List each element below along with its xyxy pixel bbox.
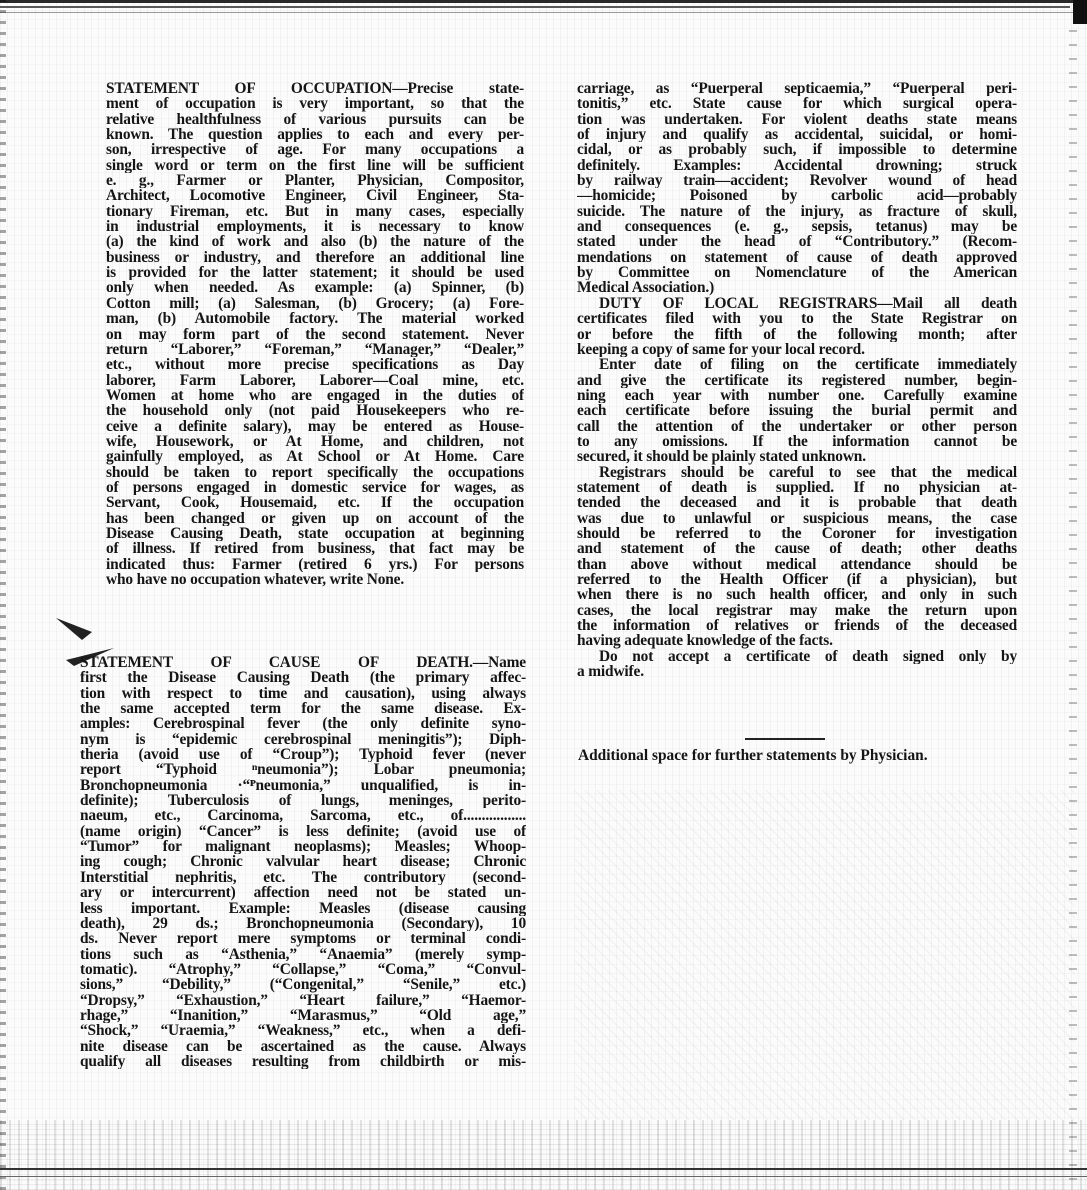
text-line: ary or intercurrent) affection need not be stated un- bbox=[80, 885, 526, 901]
text-line: keeping a copy of same for your local record. bbox=[577, 341, 865, 358]
text-line: mendations on statement of cause of death approved bbox=[577, 249, 1017, 266]
text-line: carriage, as “Puerperal septicaemia,” “Puerperal peri- bbox=[577, 81, 1017, 97]
text-line: man, (b) Automobile factory. The material worked bbox=[106, 311, 524, 327]
text-line: the same accepted term for the same disease. Ex- bbox=[80, 701, 526, 717]
text-line: by Committee on Nomenclature of the American bbox=[577, 265, 1017, 281]
text-line: has been changed or given up on account of the bbox=[106, 510, 524, 526]
text-line: son, irrespective of age. For many occupations a bbox=[106, 142, 524, 158]
text-line: than above without medical attendance should be bbox=[577, 556, 1017, 572]
text-line: by railway train—accident; Revolver wound of head bbox=[577, 173, 1017, 189]
text-line: report “Typhoid ⁿneumonia”); Lobar pneumonia; bbox=[80, 762, 526, 778]
text-line: first the Disease Causing Death (the primary affec- bbox=[80, 670, 526, 686]
text-line: a midwife. bbox=[577, 664, 644, 680]
text-line: only when needed. As example: (a) Spinner, (b) bbox=[106, 280, 524, 296]
text-line: wife, Housework, or At Home, and children, not bbox=[106, 433, 524, 450]
text-line: ning each year with number one. Carefully examine bbox=[577, 387, 1017, 404]
text-line: definite); Tuberculosis of lungs, meninges, perito- bbox=[80, 793, 526, 809]
occupation-instructions bbox=[106, 81, 524, 587]
text-line: naeum, etc., Carcinoma, Sarcoma, etc., of................. bbox=[80, 808, 526, 824]
text-line: and give the certificate its registered number, begin- bbox=[577, 372, 1017, 388]
text-line: sions,” “Debility,” (“Congenital,” “Senile,” etc.) bbox=[80, 977, 526, 993]
text-line: nym is “epidemic cerebrospinal meningitis”); Diph- bbox=[80, 731, 526, 748]
text-line: Disease Causing Death, state occupation at beginning bbox=[106, 525, 524, 542]
text-line: Servant, Cook, Housemaid, etc. If the occupation bbox=[106, 495, 524, 511]
text-line: less important. Example: Measles (disease causing bbox=[80, 900, 526, 916]
text-line: definitely. Examples: Accidental drowning; struck bbox=[577, 157, 1017, 174]
text-line: is provided for the latter statement; it should be used bbox=[106, 265, 524, 281]
text-line: statement of death is supplied. If no physician at- bbox=[577, 479, 1017, 496]
text-line: Medical Association.) bbox=[577, 280, 715, 296]
text-line: “Shock,” “Uraemia,” “Weakness,” etc., when a defi- bbox=[80, 1023, 526, 1039]
left-edge-noise bbox=[0, 0, 6, 1190]
section-divider bbox=[745, 738, 825, 740]
text-line: cidal, or as probably such, if impossible to determine bbox=[577, 142, 1017, 158]
text-line: stated under the head of “Contributory.” (Recom- bbox=[577, 234, 1017, 250]
text-line: tonitis,” etc. State cause for which surgical opera- bbox=[577, 96, 1017, 112]
text-line: should be taken to report specifically the occupations bbox=[106, 464, 524, 480]
text-line: (name origin) “Cancer” is less definite; (avoid use of bbox=[80, 823, 526, 840]
text-line: nite disease can be ascertained as the cause. Always bbox=[80, 1038, 526, 1054]
text-line: the information of relatives or friends of the deceased bbox=[577, 618, 1017, 634]
text-line: suicide. The nature of the injury, as fracture of skull, bbox=[577, 203, 1017, 220]
text-line: ing cough; Chronic valvular heart disease; Chronic bbox=[80, 854, 526, 870]
text-line: business or industry, and therefore an additional line bbox=[106, 249, 524, 266]
text-line: who have no occupation whatever, write None. bbox=[106, 572, 405, 588]
text-line: Cotton mill; (a) Salesman, (b) Grocery; (a) Fore- bbox=[106, 295, 524, 312]
text-line: ceive a definite salary), may be entered as House- bbox=[106, 418, 524, 434]
text-line: was due to unlawful or suspicious means, the case bbox=[577, 510, 1017, 526]
text-line: STATEMENT OF OCCUPATION—Precise state- bbox=[106, 81, 524, 97]
text-line: tions such as “Asthenia,” “Anaemia” (merely symp- bbox=[80, 946, 526, 962]
text-line: Architect, Locomotive Engineer, Civil Engineer, Sta- bbox=[106, 188, 524, 204]
top-border-rule bbox=[0, 0, 1087, 3]
text-line: Bronchopneumonia ·“ᴾneumonia,” unqualified, is in- bbox=[80, 777, 526, 794]
text-line: and statement of the cause of death; other deaths bbox=[577, 541, 1017, 557]
text-line: tomatic). “Atrophy,” “Collapse,” “Coma,” “Convul- bbox=[80, 961, 526, 978]
text-line: cases, the local registrar may make the return upon bbox=[577, 602, 1017, 619]
text-line: Women at home who are engaged in the duties of bbox=[106, 387, 524, 404]
text-line: Interstitial nephritis, etc. The contributory (second- bbox=[80, 869, 526, 886]
text-line: of injury and qualify as accidental, suicidal, or homi- bbox=[577, 127, 1017, 143]
text-line: tionary Fireman, etc. But in many cases, especially bbox=[106, 203, 524, 220]
text-line: e. g., Farmer or Planter, Physician, Compositor, bbox=[106, 173, 524, 189]
text-line: Enter date of filing on the certificate immediately bbox=[599, 357, 1017, 373]
text-line: “Tumor” for malignant neoplasms); Measles; Whoop- bbox=[80, 839, 526, 855]
top-border-rule bbox=[0, 12, 1087, 13]
scan-noise-bottom bbox=[0, 1120, 1087, 1190]
bottom-border-rule bbox=[0, 1176, 1087, 1177]
text-line: tion was undertaken. For violent deaths state means bbox=[577, 111, 1017, 128]
text-line: “Dropsy,” “Exhaustion,” “Heart failure,” “Haemor- bbox=[80, 992, 526, 1008]
text-line: referred to the Health Officer (if a physician), but bbox=[577, 572, 1017, 588]
corner-mark bbox=[1073, 0, 1087, 24]
text-line: return “Laborer,” “Foreman,” “Manager,” “Dealer,” bbox=[106, 341, 524, 358]
text-line: in industrial employments, it is necessary to know bbox=[106, 219, 524, 235]
text-line: gainfully employed, as At School or At Home. Care bbox=[106, 449, 524, 465]
text-line: DUTY OF LOCAL REGISTRARS—Mail all death bbox=[599, 295, 1017, 312]
text-line: Do not accept a certificate of death signed only by bbox=[599, 648, 1017, 665]
text-line: STATEMENT OF CAUSE OF DEATH.—Name bbox=[80, 655, 526, 671]
text-line: having adequate knowledge of the facts. bbox=[577, 633, 833, 649]
text-line: call the attention of the undertaker or other person bbox=[577, 418, 1017, 434]
text-line: death), 29 ds.; Bronchopneumonia (Secondary), 10 bbox=[80, 915, 526, 932]
text-line: tended the deceased and it is probable that death bbox=[577, 495, 1017, 511]
scan-noise bbox=[575, 790, 1075, 1120]
text-line: known. The question applies to each and every per- bbox=[106, 127, 524, 143]
text-line: to any omissions. If the information cannot be bbox=[577, 433, 1017, 450]
text-line: or before the fifth of the following month; after bbox=[577, 326, 1017, 342]
text-line: ds. Never report mere symptoms or terminal condi- bbox=[80, 931, 526, 947]
text-line: ment of occupation is very important, so that the bbox=[106, 96, 524, 112]
registrar-instructions bbox=[577, 81, 1017, 679]
text-line: on may form part of the second statement. Never bbox=[106, 326, 524, 342]
text-line: of persons engaged in domestic service for wages, as bbox=[106, 479, 524, 496]
text-line: should be referred to the Coroner for investigation bbox=[577, 525, 1017, 542]
text-line: the household only (not paid Housekeepers who re- bbox=[106, 403, 524, 419]
text-line: —homicide; Poisoned by carbolic acid—probably bbox=[577, 188, 1017, 204]
text-line: etc., without more precise specifications as Day bbox=[106, 357, 524, 373]
right-edge-noise bbox=[1069, 30, 1077, 1180]
text-line: amples: Cerebrospinal fever (the only definite syno- bbox=[80, 716, 526, 732]
text-line: laborer, Farm Laborer, Laborer—Coal mine, etc. bbox=[106, 372, 524, 388]
text-line: relative healthfulness of various pursuits can be bbox=[106, 111, 524, 128]
text-line: of illness. If retired from business, that fact may be bbox=[106, 541, 524, 557]
text-line: theria (avoid use of “Croup”); Typhoid fever (never bbox=[80, 747, 526, 763]
bottom-border-rule bbox=[0, 1168, 1087, 1170]
text-line: when there is no such health officer, and only in such bbox=[577, 587, 1017, 603]
text-line: single word or term on the first line will be sufficient bbox=[106, 157, 524, 174]
text-line: certificates filed with you to the State Registrar on bbox=[577, 311, 1017, 327]
text-line: secured, it should be plainly stated unknown. bbox=[577, 449, 866, 465]
text-line: Registrars should be careful to see that the medical bbox=[599, 464, 1017, 480]
text-line: each certificate before issuing the burial permit and bbox=[577, 403, 1017, 419]
top-border-rule bbox=[0, 6, 1070, 8]
additional-space-heading: Additional space for further statements by Physician. bbox=[578, 747, 928, 764]
text-line: (a) the kind of work and also (b) the nature of the bbox=[106, 234, 524, 250]
text-line: tion with respect to time and causation), using always bbox=[80, 685, 526, 702]
text-line: indicated thus: Farmer (retired 6 yrs.) For persons bbox=[106, 556, 524, 572]
text-line: rhage,” “Inanition,” “Marasmus,” “Old age,” bbox=[80, 1007, 526, 1024]
cause-of-death-instructions bbox=[80, 655, 526, 1069]
text-line: and consequences (e. g., sepsis, tetanus) may be bbox=[577, 219, 1017, 235]
text-line: qualify all diseases resulting from childbirth or mis- bbox=[80, 1053, 526, 1070]
